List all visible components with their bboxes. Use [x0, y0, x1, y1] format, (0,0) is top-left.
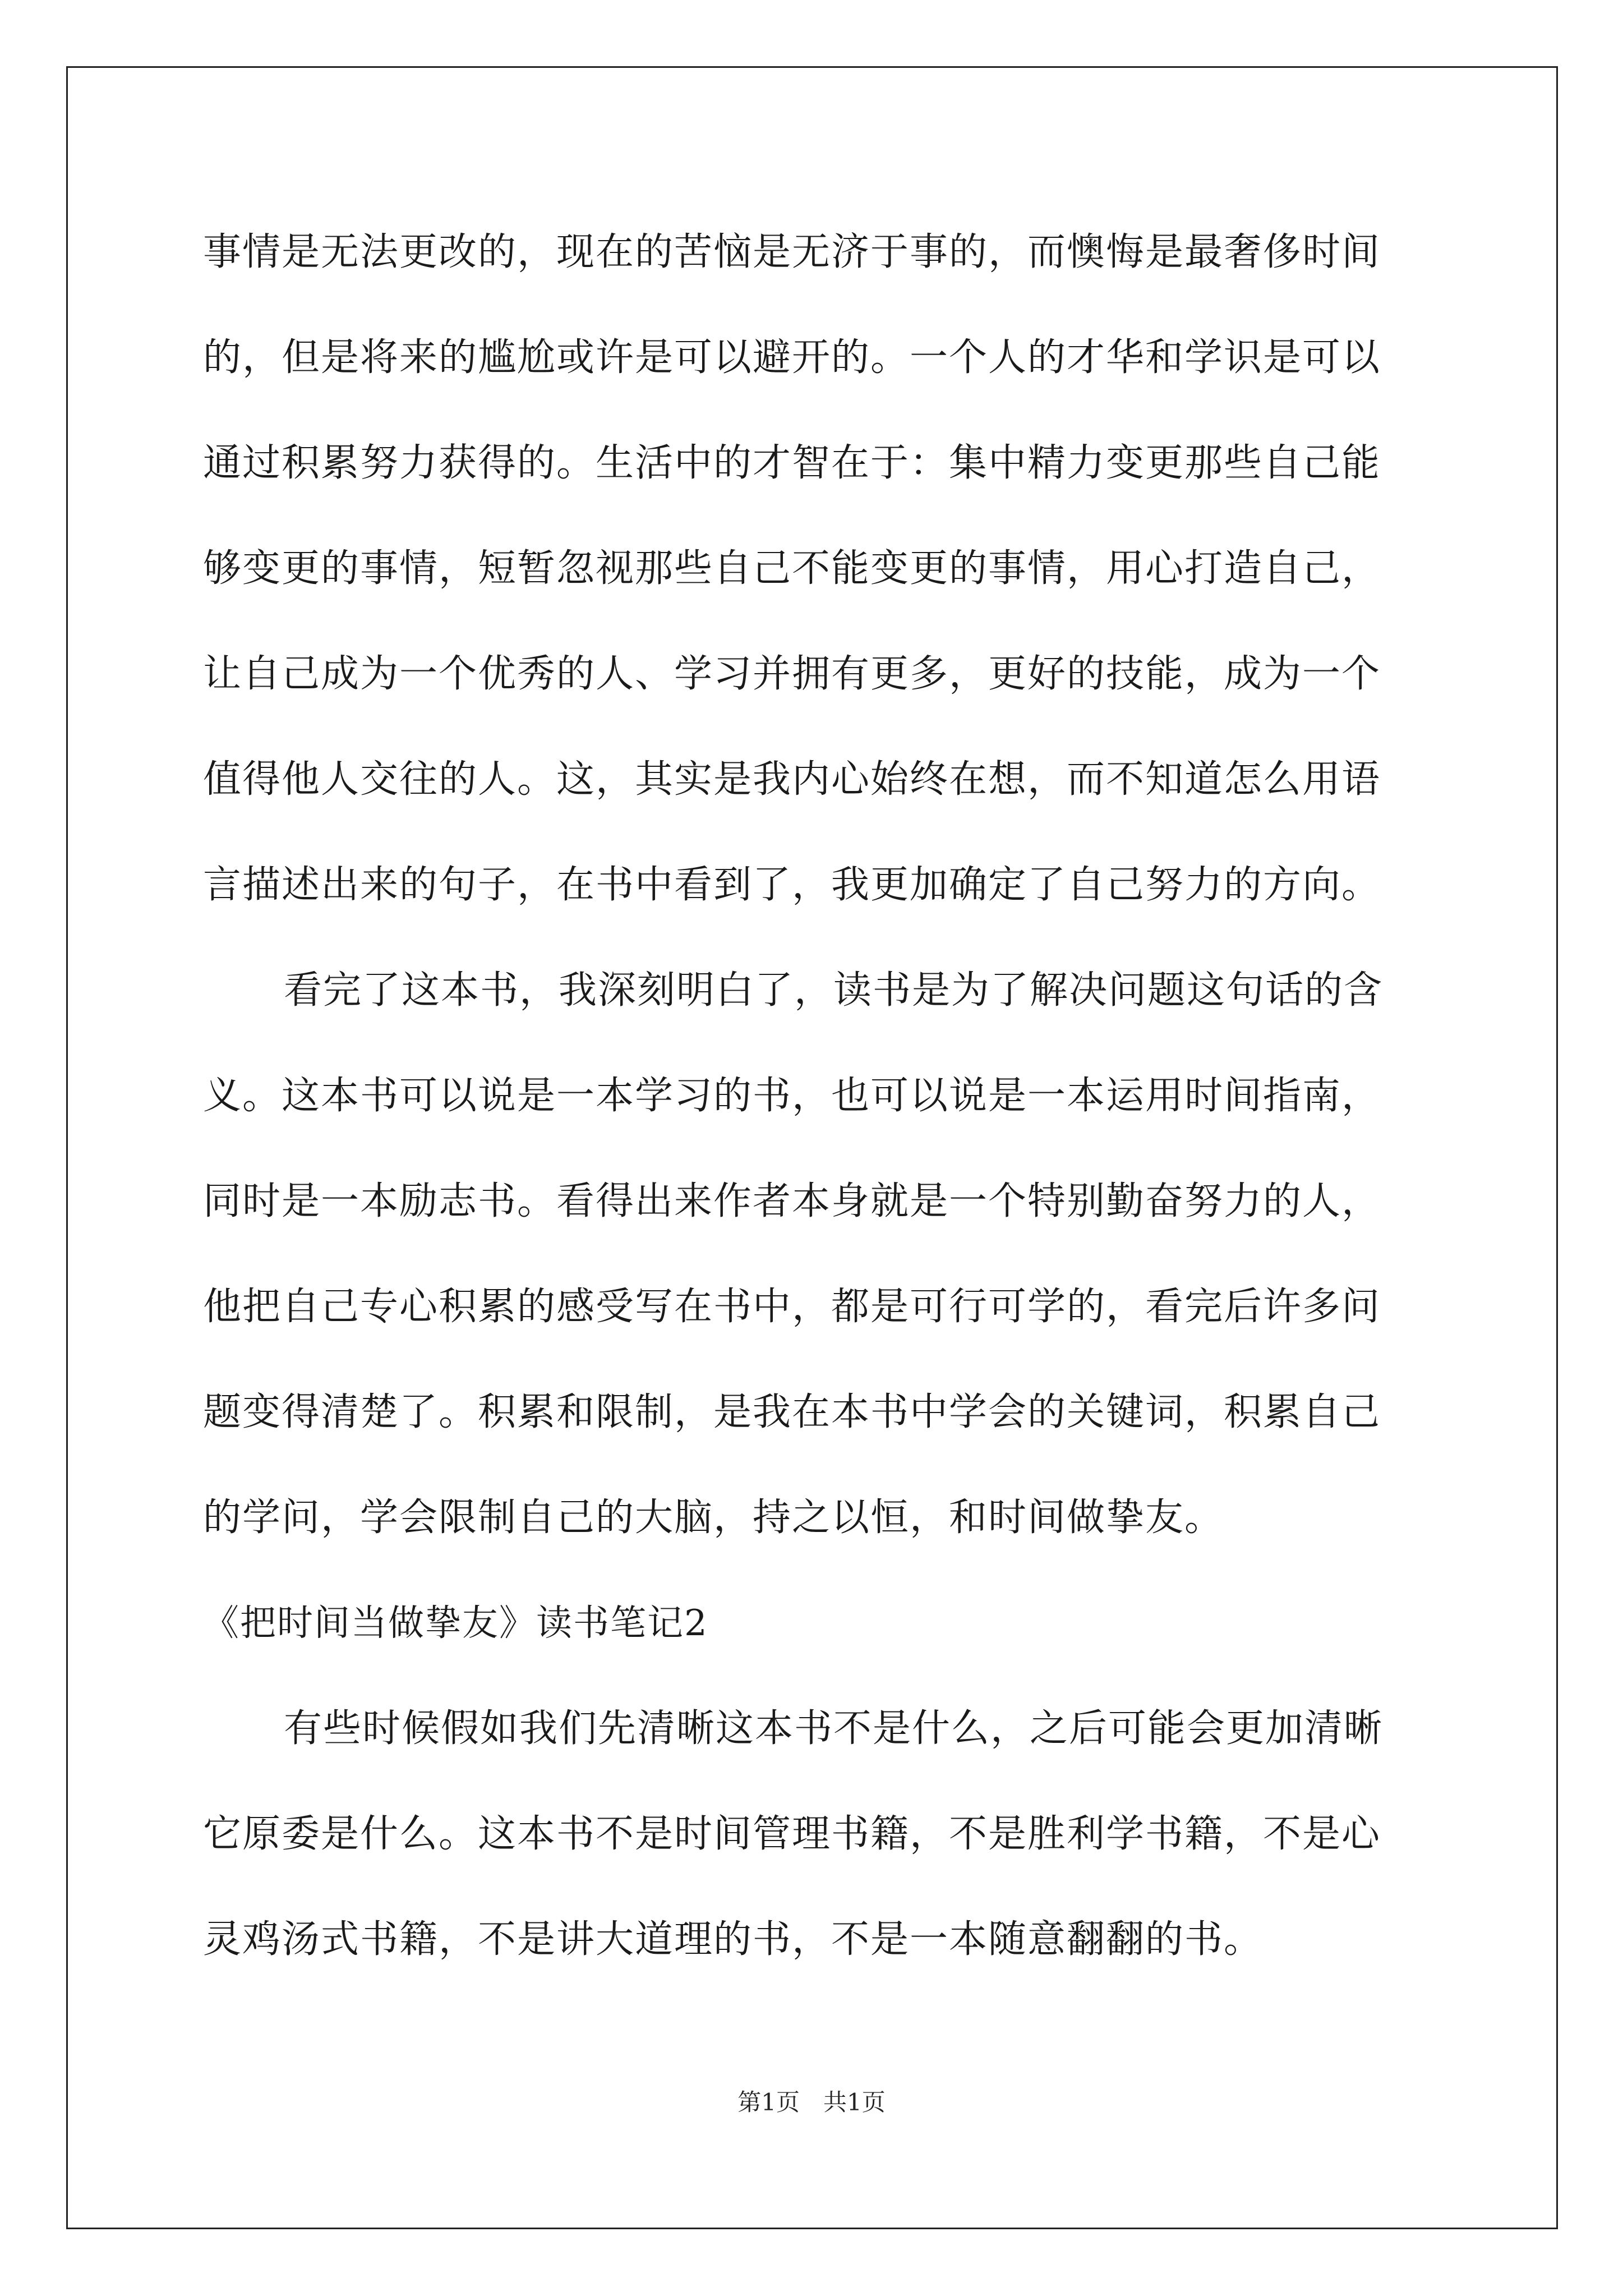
text-line: 的，但是将来的尴尬或许是可以避开的。一个人的才华和学识是可以: [203, 335, 1381, 380]
paragraph: [203, 1676, 1437, 1993]
text-line: 够变更的事情，短暂忽视那些自己不能变更的事情，用心打造自己，: [203, 546, 1381, 591]
text-line: 他把自己专心积累的感受写在书中，都是可行可学的，看完后许多问: [203, 1285, 1381, 1329]
paragraph: [203, 938, 1437, 1571]
text-line: 同时是一本励志书。看得出来作者本身就是一个特别勤奋努力的人，: [203, 1179, 1381, 1223]
page-footer: [0, 2086, 1623, 2119]
paragraph: [203, 200, 1437, 938]
text-line: 看完了这本书，我深刻明白了，读书是为了解决问题这句话的含: [284, 968, 1384, 1013]
section-heading: 《把时间当做挚友》读书笔记2: [203, 1603, 708, 1644]
text-line: 义。这本书可以说是一本学习的书，也可以说是一本运用时间指南，: [203, 1074, 1381, 1118]
text-line: 让自己成为一个优秀的人、学习并拥有更多，更好的技能，成为一个: [203, 652, 1381, 696]
text-line: 有些时候假如我们先清晰这本书不是什么，之后可能会更加清晰: [284, 1706, 1384, 1751]
document-body: [203, 200, 1437, 1993]
text-line: 通过积累努力获得的。生活中的才智在于：集中精力变更那些自己能: [203, 441, 1381, 485]
text-line: 它原委是什么。这本书不是时间管理书籍，不是胜利学书籍，不是心: [203, 1812, 1381, 1856]
text-line: 值得他人交往的人。这，其实是我内心始终在想，而不知道怎么用语: [203, 757, 1381, 802]
text-line: 的学问，学会限制自己的大脑，持之以恒，和时间做挚友。: [203, 1496, 1224, 1540]
text-line: 言描述出来的句子，在书中看到了，我更加确定了自己努力的方向。: [203, 863, 1381, 907]
text-line: 灵鸡汤式书籍，不是讲大道理的书，不是一本随意翻翻的书。: [203, 1917, 1264, 1962]
page-number: 第1页 共1页: [737, 2088, 886, 2116]
text-line: 题变得清楚了。积累和限制，是我在本书中学会的关键词，积累自己: [203, 1390, 1381, 1434]
text-line: 事情是无法更改的，现在的苦恼是无济于事的，而懊悔是最奢侈时间: [203, 230, 1381, 274]
